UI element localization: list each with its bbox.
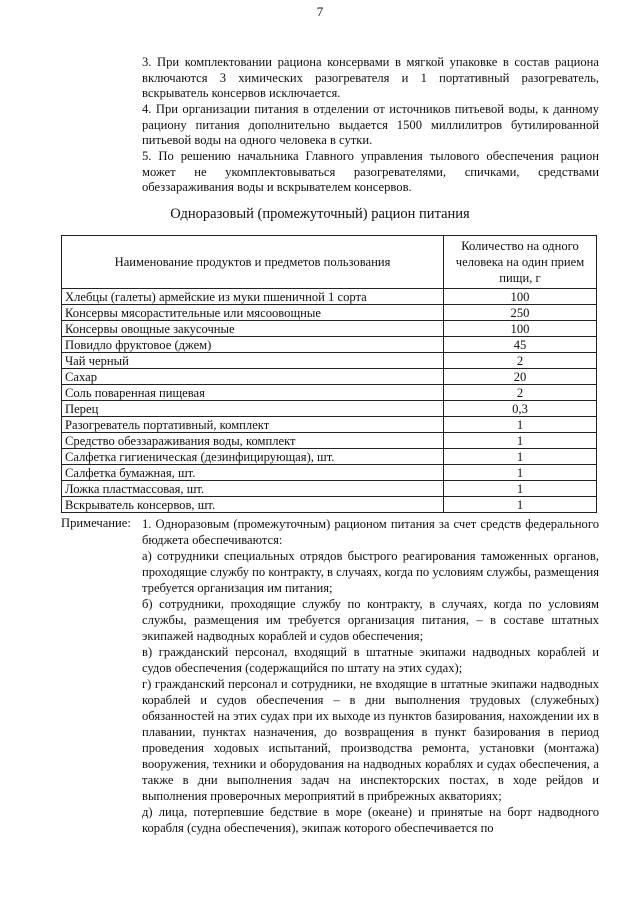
product-name-cell: Салфетка гигиеническая (дезинфицирующая), шт. [62, 449, 444, 465]
quantity-cell: 0,3 [444, 401, 597, 417]
note-item: в) гражданский персонал, входящий в штатные экипажи надводных кораблей и судов обеспечения (содержащийся по штату на этих судах); [142, 645, 599, 675]
header-product-name: Наименование продуктов и предметов пользования [62, 236, 444, 289]
product-name-cell: Ложка пластмассовая, шт. [62, 481, 444, 497]
quantity-cell: 100 [444, 321, 597, 337]
table-header-row [62, 236, 597, 289]
product-name-cell: Повидло фруктовое (джем) [62, 337, 444, 353]
product-name-cell: Консервы овощные закусочные [62, 321, 444, 337]
paragraph-4: 4. При организации питания в отделении от источников питьевой воды, к данному рациону питания дополнительно выдается 1500 миллилитров бутилированной питьевой воды на одного человека в сутки. [142, 102, 599, 147]
table-body [62, 289, 597, 513]
header-quantity: Количество на одного человека на один прием пищи, г [444, 236, 597, 289]
product-name-cell: Вскрыватель консервов, шт. [62, 497, 444, 513]
product-name-cell: Консервы мясорастительные или мясоовощные [62, 305, 444, 321]
quantity-cell: 1 [444, 481, 597, 497]
product-name-cell: Сахар [62, 369, 444, 385]
quantity-cell: 20 [444, 369, 597, 385]
product-name-cell: Перец [62, 401, 444, 417]
note-body [142, 516, 599, 836]
note-item: г) гражданский персонал и сотрудники, не входящие в штатные экипажи надводных кораблей и судов обеспечения – в дни выполнения трудовых (служебных) обязанностей на этих судах при их выходе из пунктов базирования, нахождении их в плавании, пунктах назначения, до возвращения в пункт базирования в период проведения ходовых испытаний, производства ремонта, установки (монтажа) вооружения, техники и оборудования на надводных кораблях и судах обеспечения, а также в дни выполнения задач на инспекторских постах, в ходе рейдов и выполнения проверочных мероприятий в прибрежных акваториях; [142, 677, 599, 803]
product-name-cell: Чай черный [62, 353, 444, 369]
table-title: Одноразовый (промежуточный) рацион питания [170, 206, 470, 222]
note-item: д) лица, потерпевшие бедствие в море (океане) и принятые на борт надводного корабля (судна обеспечения), экипаж которого обеспечивается по [142, 805, 599, 835]
quantity-cell: 1 [444, 433, 597, 449]
table-row [62, 369, 597, 385]
table-row [62, 305, 597, 321]
quantity-cell: 1 [444, 417, 597, 433]
note-item: б) сотрудники, проходящие службу по контракту, в случаях, когда по условиям службы, размещения им требуется организация питания, – в составе штатных экипажей надводных кораблей и судов обеспечения; [142, 597, 599, 643]
table-row [62, 433, 597, 449]
paragraph-3: 3. При комплектовании рациона консервами в мягкой упаковке в состав рациона включаются 3 химических разогревателя и 1 портативный разогреватель, вскрыватель консервов исключается. [142, 55, 599, 100]
note-item: а) сотрудники специальных отрядов быстрого реагирования таможенных органов, проходящие службу по контракту, в случаях, когда по условиям службы, размещения требуется организация им питания; [142, 549, 599, 595]
ration-table [61, 235, 597, 513]
table-row [62, 449, 597, 465]
product-name-cell: Хлебцы (галеты) армейские из муки пшеничной 1 сорта [62, 289, 444, 305]
table-row [62, 401, 597, 417]
table-row [62, 289, 597, 305]
paragraph-5: 5. По решению начальника Главного управления тылового обеспечения рацион может не укомплектовываться разогревателями, спичками, средствами обеззараживания воды и вскрывателем консервов. [142, 149, 599, 194]
table-row [62, 353, 597, 369]
table-row [62, 465, 597, 481]
page-number: 7 [316, 4, 324, 19]
quantity-cell: 100 [444, 289, 597, 305]
table-row [62, 321, 597, 337]
quantity-cell: 2 [444, 353, 597, 369]
table-row [62, 497, 597, 513]
quantity-cell: 1 [444, 449, 597, 465]
product-name-cell: Разогреватель портативный, комплект [62, 417, 444, 433]
table-row [62, 385, 597, 401]
quantity-cell: 250 [444, 305, 597, 321]
table-row [62, 417, 597, 433]
table-row [62, 481, 597, 497]
quantity-cell: 2 [444, 385, 597, 401]
product-name-cell: Соль поваренная пищевая [62, 385, 444, 401]
quantity-cell: 45 [444, 337, 597, 353]
table-row [62, 337, 597, 353]
quantity-cell: 1 [444, 465, 597, 481]
note-label: Примечание: [61, 516, 131, 530]
product-name-cell: Средство обеззараживания воды, комплект [62, 433, 444, 449]
note-item: 1. Одноразовым (промежуточным) рационом питания за счет средств федерального бюджета обеспечиваются: [142, 517, 599, 547]
product-name-cell: Салфетка бумажная, шт. [62, 465, 444, 481]
quantity-cell: 1 [444, 497, 597, 513]
